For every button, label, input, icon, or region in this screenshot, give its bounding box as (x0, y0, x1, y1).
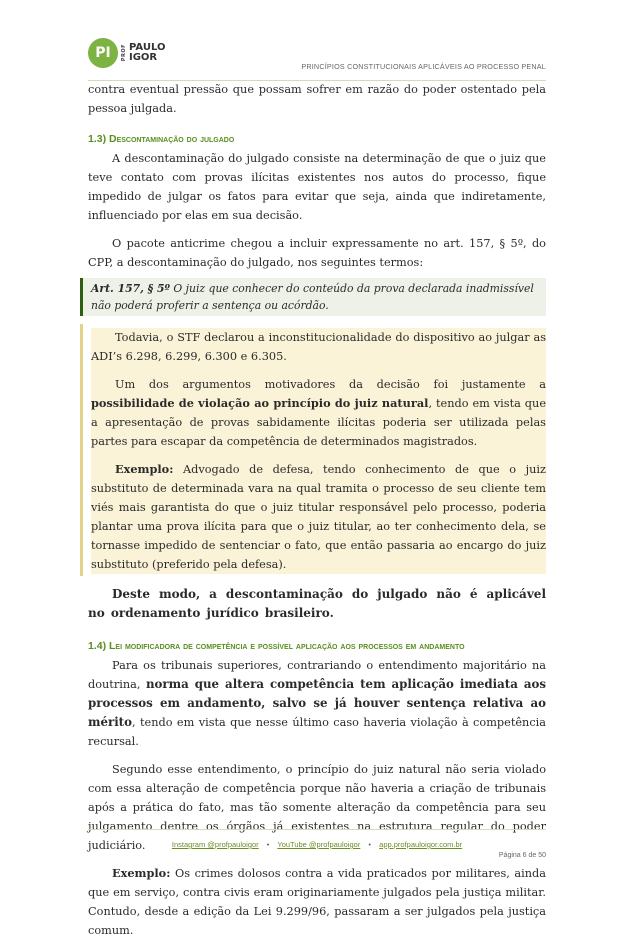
highlight-block (80, 324, 546, 576)
section-number: 1.3) (88, 133, 107, 145)
text-run: Para os tribunais superiores, contrariando o entendimento majoritário na doutrina, (88, 659, 546, 691)
section-title: Descontaminação do julgado (109, 133, 235, 145)
bold-run: possibilidade de violação ao princípio do juiz natural (91, 396, 429, 410)
paragraph: O pacote anticrime chegou a incluir expressamente no art. 157, § 5º, do CPP, a descontaminação do julgado, nos seguintes termos: (88, 237, 546, 269)
brand-logo (88, 38, 165, 68)
quote-label: Art. 157, § 5º (91, 282, 170, 295)
logo-prof-label: PROF (121, 44, 127, 62)
youtube-link[interactable]: YouTube @profpauloigor (277, 840, 361, 849)
quote-text: O juiz que conhecer do conteúdo da prova declarada inadmissível não poderá proferir a sentença ou acórdão. (91, 282, 534, 312)
page-header (88, 30, 546, 78)
paragraph (88, 656, 546, 751)
conclusion-text: Deste modo, a descontaminação do julgado não é aplicável no ordenamento jurídico brasileiro. (88, 587, 546, 620)
paragraph: Segundo esse entendimento, o princípio do juiz natural não seria violado com essa alteração de competência porque não haveria a criação de tribunais após a prática do fato, mas tão somente alteração da competência para seu julgamento dentre os órgãos já existentes na estrutura regular do poder judiciário. (88, 763, 546, 852)
example-text: Os crimes dolosos contra a vida praticados por militares, ainda que em serviço, contra civis eram originariamente julgados pela justiça militar. Contudo, desde a edição da Lei 9.299/96, passaram a ser julgados pela justiça comum. (88, 867, 546, 937)
section-heading-1-3 (88, 130, 546, 149)
footer-links (88, 840, 546, 849)
bullet-separator: • (368, 840, 372, 849)
section-title: Lei modificadora de competência e possível aplicação aos processos em andamento (109, 640, 465, 652)
text-run: , tendo em vista que nesse último caso haveria violação à competência recursal. (88, 716, 546, 748)
section-number: 1.4) (88, 640, 107, 652)
law-quote (80, 278, 546, 316)
highlight-paragraph: Todavia, o STF declarou a inconstitucionalidade do dispositivo ao julgar as ADI’s 6.298, 6.299, 6.300 e 6.305. (91, 328, 546, 366)
example-label: Exemplo: (115, 462, 174, 476)
page-content (88, 80, 546, 940)
example-text: Advogado de defesa, tendo conhecimento de que o juiz substituto de determinada vara na qual tramita o processo de seu cliente tem viés mais garantista do que o juiz titular responsável pelo processo, poderia plantar uma prova ilícita para que o juiz titular, ao ter conhecimento dela, se tornasse impedido de sentenciar o fato, que então passaria ao encargo do juiz substituto (preferido pela defesa). (91, 463, 546, 571)
logo-name-last: IGOR (129, 52, 158, 63)
instagram-link[interactable]: Instagram @profpauloigor (171, 840, 259, 849)
highlight-paragraph (91, 375, 546, 451)
conclusion-paragraph (88, 585, 546, 623)
example-paragraph (88, 864, 546, 940)
bullet-separator: • (266, 840, 270, 849)
logo-badge: PI (88, 38, 118, 68)
continued-paragraph: contra eventual pressão que possam sofrer em razão do poder ostentado pela pessoa julgada. (88, 83, 546, 115)
text-run: , tendo em vista que a apresentação de provas sabidamente ilícitas poderia ser utilizada pelas partes para escapar da competência de determinados magistrados. (91, 397, 546, 448)
page-number: Página 6 de 50 (498, 852, 546, 859)
logo-name-first: PAULO (129, 42, 166, 53)
example-paragraph (91, 460, 546, 574)
section-heading-1-4 (88, 637, 546, 656)
example-label: Exemplo: (112, 866, 171, 880)
bold-run: norma que altera competência tem aplicação imediata aos processos em andamento, salvo se já houver sentença relativa ao mérito (88, 677, 546, 729)
document-title: PRINCÍPIOS CONSTITUCIONAIS APLICÁVEIS AO PROCESSO PENAL (301, 62, 546, 71)
page-footer (88, 829, 546, 859)
logo-name (129, 43, 165, 63)
website-link[interactable]: app.profpauloigor.com.br (379, 840, 463, 849)
paragraph: A descontaminação do julgado consiste na determinação de que o juiz que teve contato com provas ilícitas existentes nos autos do processo, fique impedido de julgar os fatos para evitar que seja, ainda que indiretamente, influenciado por elas em sua decisão. (88, 152, 546, 222)
text-run: Um dos argumentos motivadores da decisão foi justamente a (115, 378, 546, 391)
